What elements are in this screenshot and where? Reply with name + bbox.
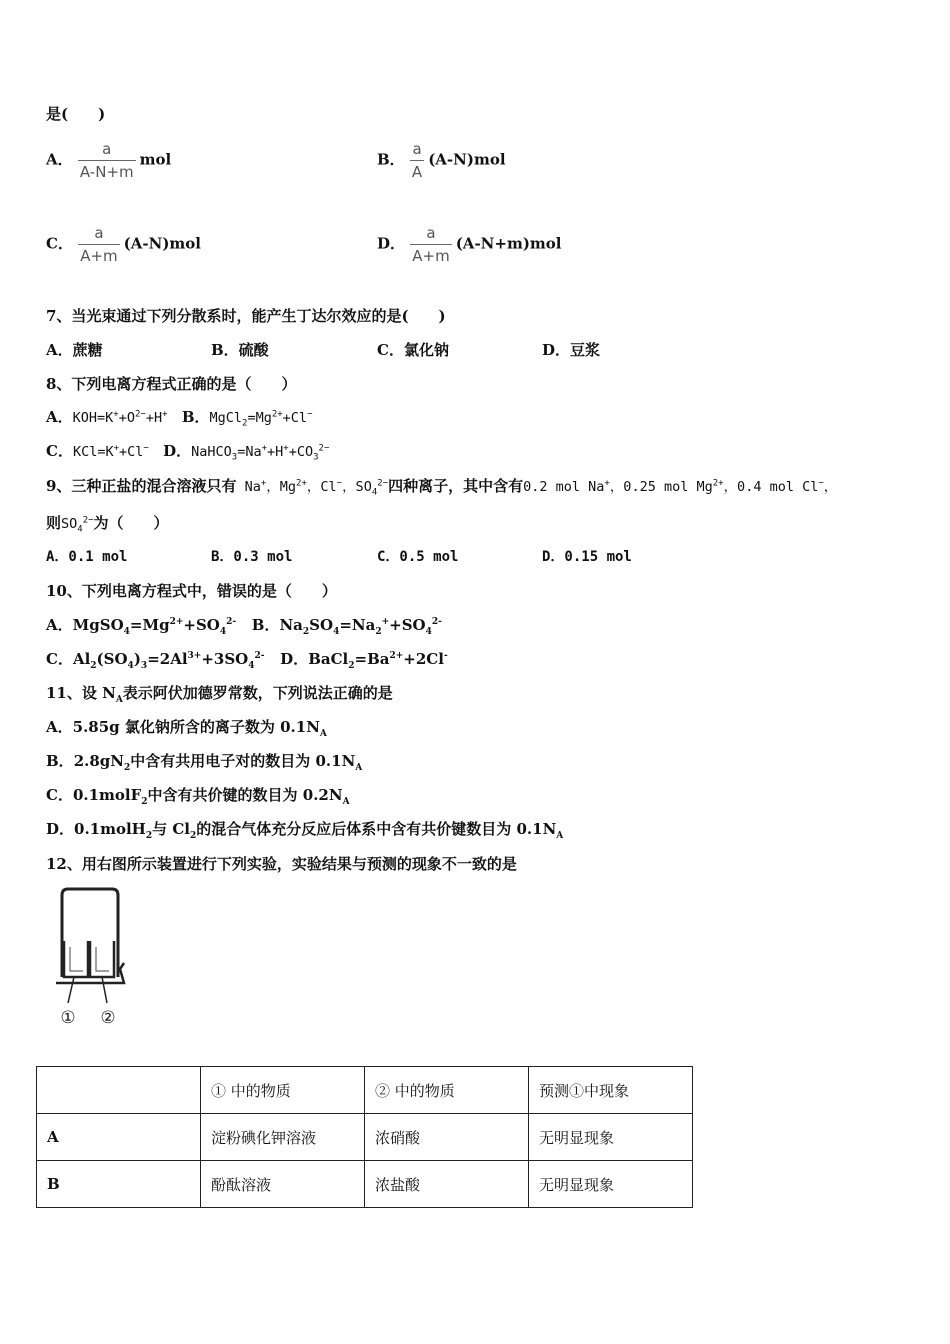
q6-option-label: A． (46, 150, 73, 169)
q12-table (36, 1066, 693, 1208)
table-header-cell (37, 1067, 201, 1114)
table-cell: A (37, 1114, 201, 1161)
fraction: $\frac{a}{A+m}$ (80, 224, 118, 265)
table-cell: 无明显现象 (529, 1114, 693, 1161)
q6-stem-tail: 是( ) (46, 105, 106, 123)
q11-stem: 11、设 $N_A$表示阿伏加德罗常数，下列说法正确的是 (46, 684, 393, 705)
q7-option-b: B．硫酸 (211, 341, 269, 359)
table-cell: 无明显现象 (529, 1161, 693, 1208)
q6-option-label: C． (46, 234, 73, 253)
q9-option-c: C．0.5 mol (377, 549, 459, 565)
apparatus-figure (50, 885, 132, 1033)
table-header-cell: ② 中的物质 (365, 1067, 529, 1114)
q6-option-b (377, 140, 506, 181)
fraction: $\frac{a}{A+m}$ (412, 224, 450, 265)
table-header-cell: ① 中的物质 (201, 1067, 365, 1114)
q11-option-d: D．0.1molH$_2$与 $Cl_2$的混合气体充分反应后体系中含有共价键数目为 $0.1N_A$ (46, 820, 564, 841)
q6-option-c (46, 224, 201, 265)
q10-options-cd: C．$Al_2(SO_4)_3=2Al^{3+}+3SO_4^{2-}$ D．$BaCl_2=Ba^{2+}+2Cl^-$ (46, 650, 448, 671)
q6-option-suffix: (A-N+m)mol (455, 234, 562, 253)
q10-stem: 10、下列电离方程式中，错误的是（ ） (46, 582, 337, 600)
table-row (37, 1114, 693, 1161)
table-cell: 浓盐酸 (365, 1161, 529, 1208)
q11-option-b: B．$2.8gN_2$中含有共用电子对的数目为 $0.1N_A$ (46, 752, 363, 773)
q9-option-d: D．0.15 mol (542, 549, 632, 565)
table-header-row (37, 1067, 693, 1114)
q8-stem: 8、下列电离方程式正确的是（ ） (46, 375, 297, 393)
q6-option-suffix: mol (139, 150, 172, 169)
fraction: $\frac{a}{A}$ (411, 140, 423, 181)
q11-option-a: A．5.85g 氯化钠所含的离子数为 $0.1N_A$ (46, 718, 327, 739)
q9-stem-line1: 9、三种正盐的混合溶液只有 Na+，$Mg^{2+}$，Cl−，$SO_4^{2-}$四种离子，其中含有0.2 mol Na+，0.25 mol $Mg^{2+}$，0.4 mol Cl−， (46, 477, 838, 498)
q6-option-d (377, 224, 562, 265)
figure-label-2: ② (100, 1008, 116, 1028)
q8-options-cd: C．KCl=K++Cl− D．$NaHCO_3=Na^++H^++CO_3^{2-}$ (46, 442, 330, 463)
q6-option-suffix: (A-N)mol (428, 150, 506, 169)
q10-options-ab: A．$MgSO_4=Mg^{2+}+SO_4^{2-}$ B．$Na_2SO_4=Na_2^++SO_4^{2-}$ (46, 616, 442, 637)
q9-stem-line2: 则$SO_4^{2-}$为（ ） (46, 514, 169, 535)
q7-option-c: C．氯化钠 (377, 341, 449, 359)
q9-option-b: B．0.3 mol (211, 549, 293, 565)
q12-stem: 12、用右图所示装置进行下列实验，实验结果与预测的现象不一致的是 (46, 855, 517, 873)
q6-option-suffix: (A-N)mol (123, 234, 201, 253)
q6-option-label: B． (377, 150, 405, 169)
table-cell: 淀粉碘化钾溶液 (201, 1114, 365, 1161)
q6-option-label: D． (377, 234, 406, 253)
table-cell: 浓硝酸 (365, 1114, 529, 1161)
figure-label-1: ① (60, 1008, 76, 1028)
q6-option-a (46, 140, 171, 181)
q7-stem: 7、当光束通过下列分散系时，能产生丁达尔效应的是( ) (46, 307, 446, 325)
fraction: $\frac{a}{A-N+m}$ (79, 140, 134, 181)
table-header-cell: 预测①中现象 (529, 1067, 693, 1114)
q9-option-a: A．0.1 mol (46, 549, 128, 565)
table-cell: 酚酞溶液 (201, 1161, 365, 1208)
q7-option-d: D．豆浆 (542, 341, 601, 359)
q8-options-ab: A．$KOH=K^++O^{2-}+H^+$ B．$MgCl_2=Mg^{2+}+Cl^-$ (46, 408, 313, 429)
q7-option-a: A．蔗糖 (46, 341, 103, 359)
table-cell: B (37, 1161, 201, 1208)
q11-option-c: C．0.1molF$_2$中含有共价键的数目为 $0.2N_A$ (46, 786, 350, 807)
table-row (37, 1161, 693, 1208)
